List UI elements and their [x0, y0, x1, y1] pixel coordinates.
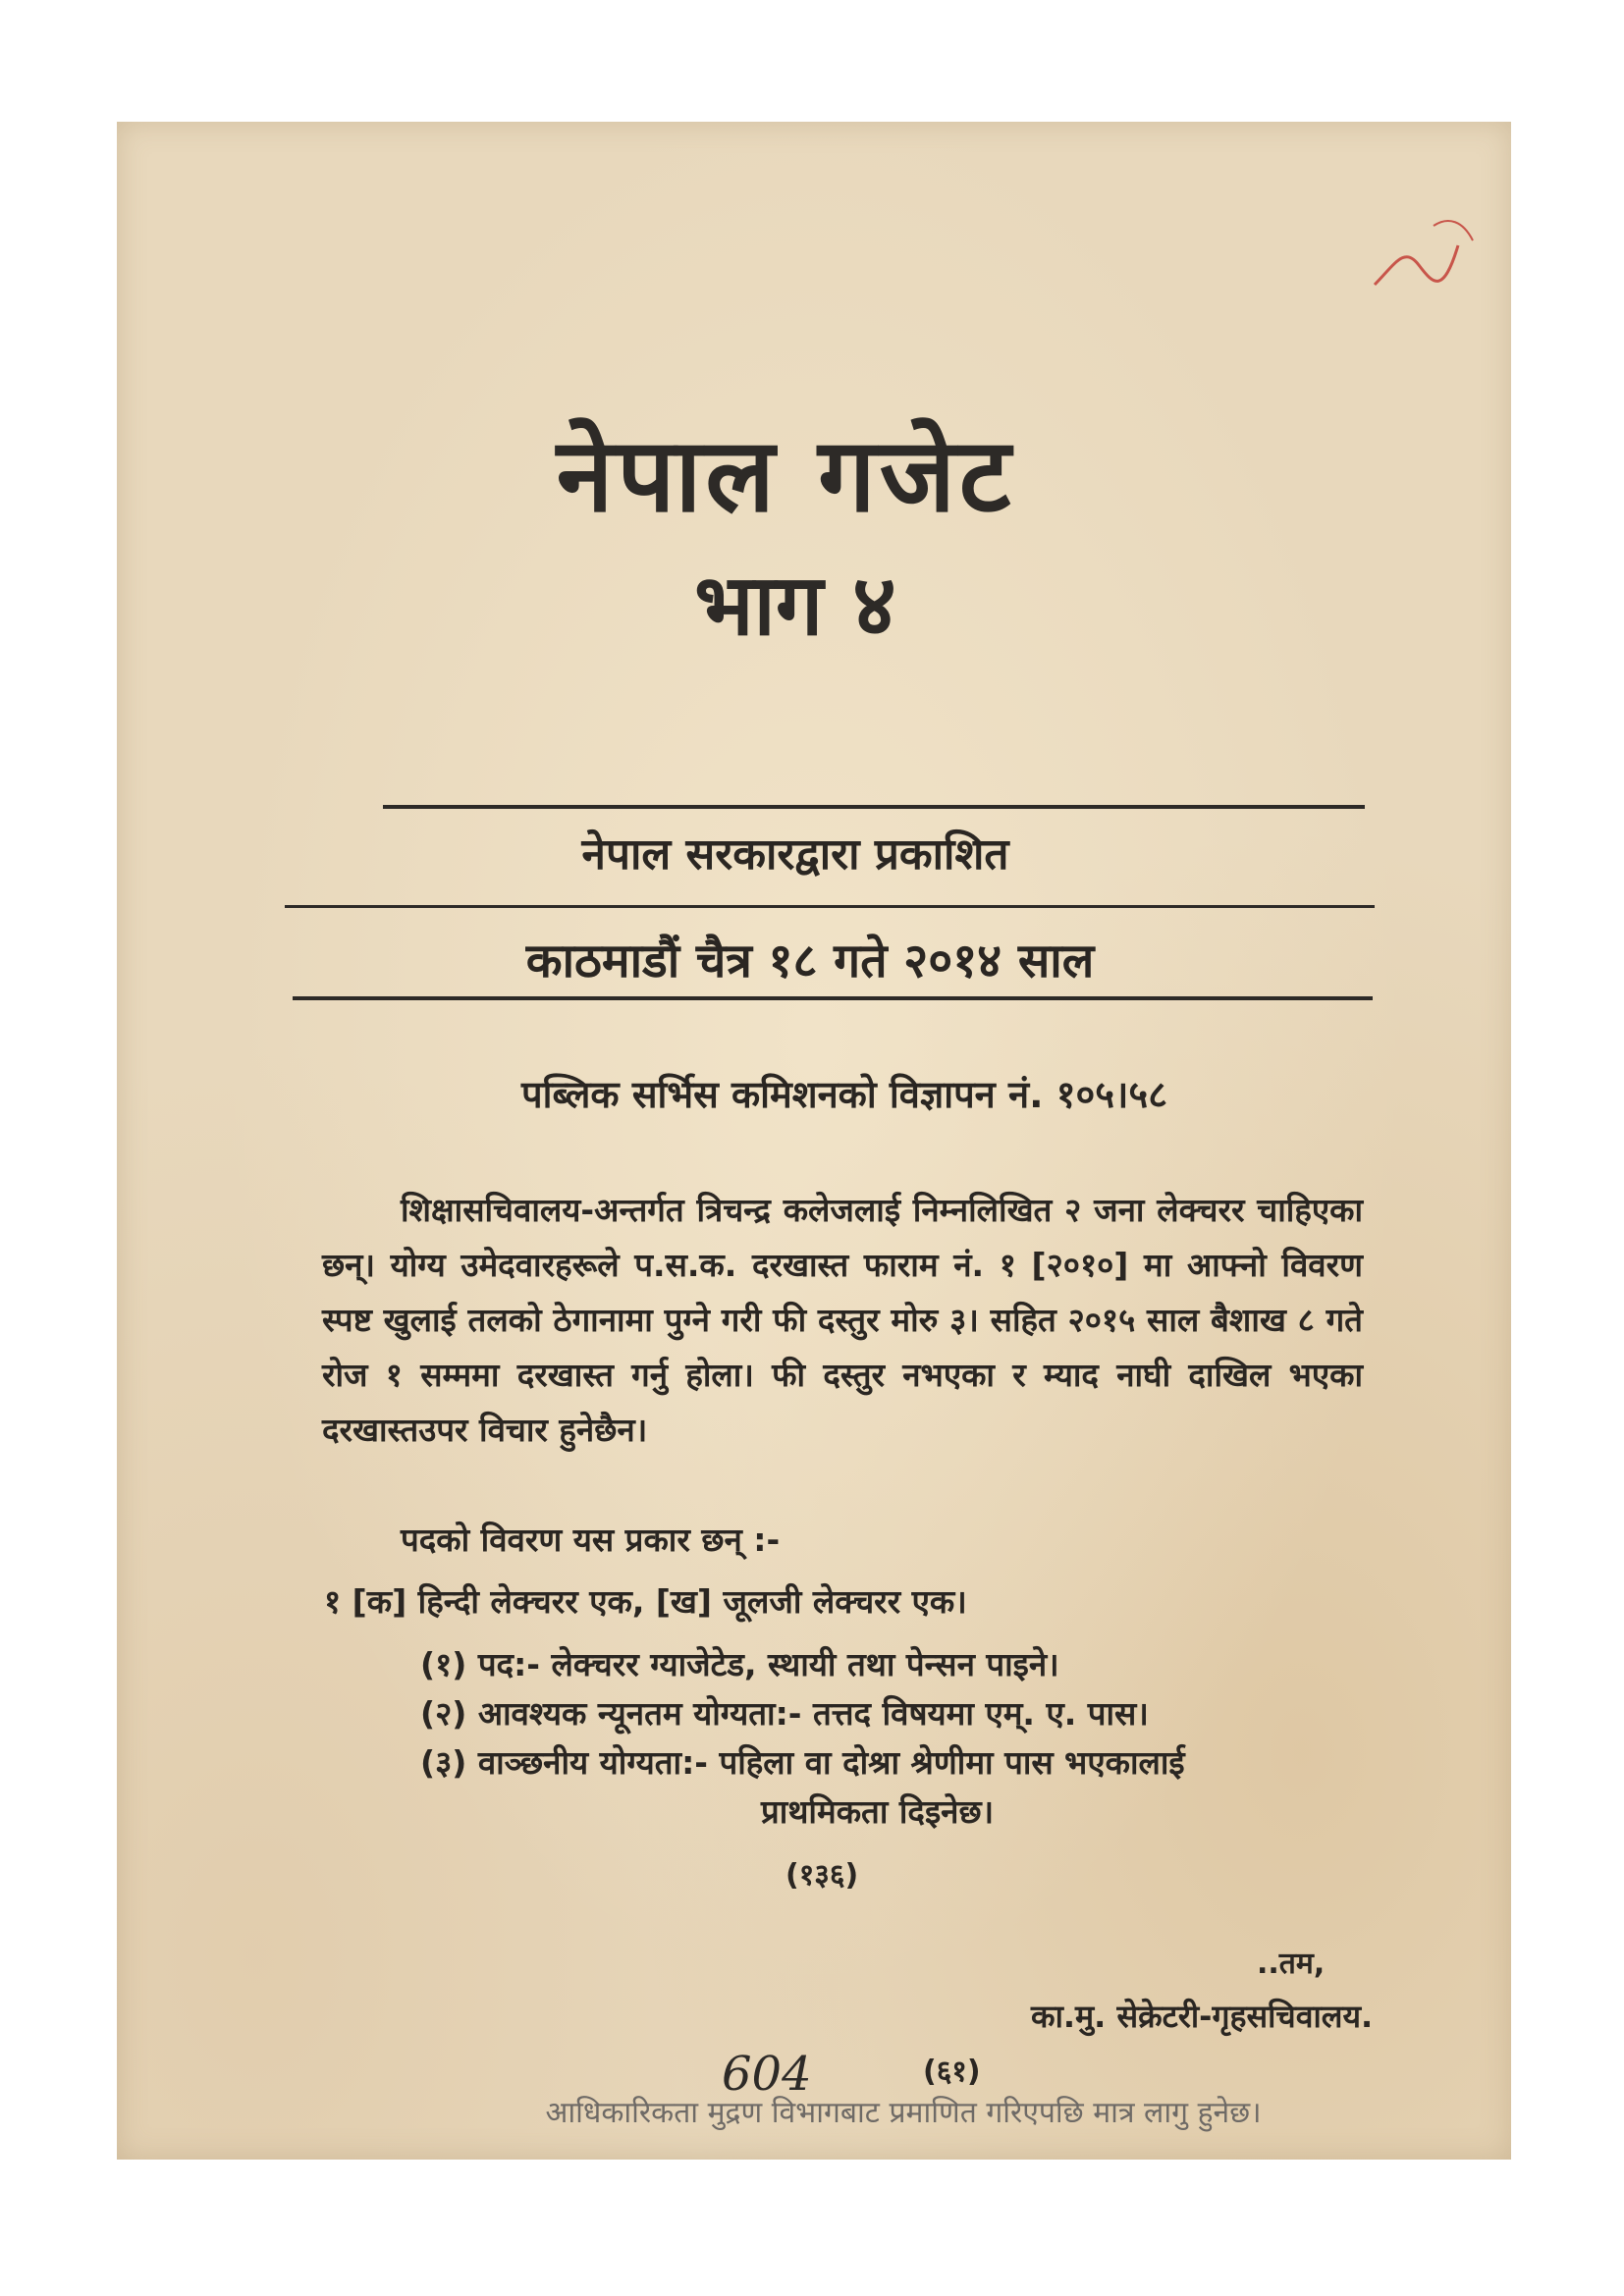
notice-body: शिक्षासचिवालय-अन्तर्गत त्रिचन्द्र कलेजलाई निम्नलिखित २ जना लेक्चरर चाहिएका छन्। योग्य उमेदवारहरूले प.स.क. दरखास्त फाराम नं. १ [२०१०] मा आफ्नो विवरण स्पष्ट खुलाई तलको ठेगानामा पुग्ने गरी फी दस्तुर मोरु ३। सहित २०१५ साल बैशाख ८ गते रोज १ सम्ममा दरखास्त गर्नु होला। फी दस्तुर नभएका र म्याद नाघी दाखिल भएका दरखास्तउपर विचार हुनेछैन। — [322, 1191, 1363, 1449]
sub-item-preferred-qualification: (३) वाञ्छनीय योग्यता:- पहिला वा दोश्रा श्रेणीमा पास भएकालाई — [420, 1743, 1185, 1782]
page-number: (१३६) — [785, 1858, 859, 1893]
notice-title: पब्लिक सर्भिस कमिशनको विज्ञापन नं. १०५।५८ — [521, 1073, 1167, 1116]
signatory: का.मु. सेक्रेटरी-गृहसचिवालय. — [1031, 1998, 1374, 2035]
sub-item-post: (१) पद:- लेक्चरर ग्याजेटेड, स्थायी तथा पेन्सन पाइने। — [420, 1645, 1059, 1683]
closing: ..तम, — [1257, 1947, 1326, 1981]
dateline: काठमाडौं चैत्र १८ गते २०१४ साल — [525, 934, 1095, 988]
gazette-title: नेपाल गजेट — [556, 415, 1015, 535]
post-item-1: १ [क] हिन्दी लेक्चरर एक, [ख] जूलजी लेक्चरर एक। — [324, 1582, 967, 1621]
authenticity-footer: आधिकारिकता मुद्रण विभागबाट प्रमाणित गरिएपछि मात्र लागु हुनेछ। — [545, 2096, 1262, 2130]
details-intro: पदको विवरण यस प्रकार छन् :- — [401, 1521, 781, 1559]
handwritten-number: 604 — [722, 2047, 812, 2102]
red-pencil-mark — [1365, 206, 1483, 314]
page-ref: (६१) — [923, 2055, 981, 2089]
publisher-line: नेपाल सरकारद्वारा प्रकाशित — [581, 829, 1009, 880]
rule-top — [383, 805, 1365, 809]
sub-item-preferred-cont: प्राथमिकता दिइनेछ। — [761, 1792, 995, 1831]
sub-item-min-qualification: (२) आवश्यक न्यूनतम योग्यता:- तत्तद विषयमा एम्. ए. पास। — [420, 1694, 1149, 1733]
gazette-part: भाग ४ — [694, 557, 896, 655]
rule-bottom — [293, 996, 1373, 1000]
rule-middle — [285, 905, 1375, 908]
